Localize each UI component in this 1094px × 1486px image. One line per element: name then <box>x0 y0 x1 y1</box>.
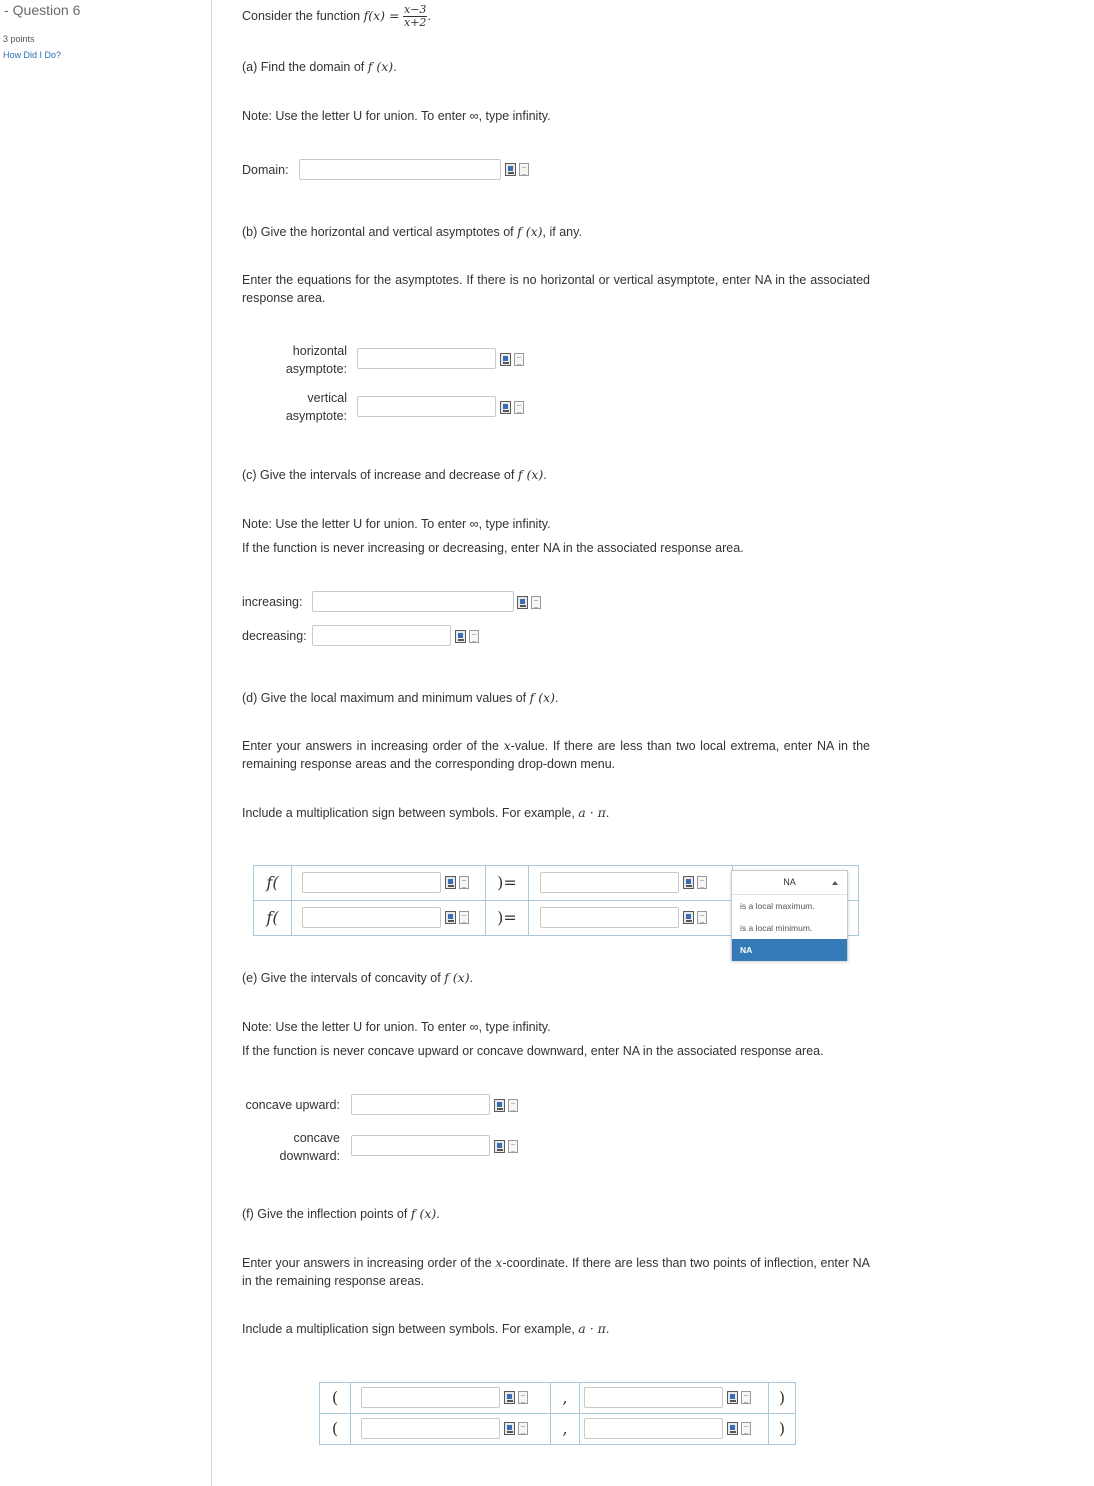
extremum-1-x-input[interactable] <box>302 872 441 893</box>
part-e-heading: (e) Give the intervals of concavity of f (x). <box>242 970 474 985</box>
equation-editor-icons[interactable] <box>683 876 707 890</box>
part-b-heading: (b) Give the horizontal and vertical asymptotes of f (x), if any. <box>242 224 582 239</box>
help-document-icon[interactable] <box>697 876 707 889</box>
dropdown-option-local-maximum[interactable]: is a local maximum. <box>740 901 815 911</box>
open-paren-cell: ( <box>320 1383 351 1414</box>
equation-editor-icon[interactable] <box>500 353 511 366</box>
equation-editor-icon[interactable] <box>445 911 456 924</box>
extremum-type-dropdown[interactable] <box>731 870 848 961</box>
comma-cell: , <box>551 1383 580 1414</box>
x-coordinate-cell <box>351 1414 551 1445</box>
help-document-icon[interactable] <box>508 1140 518 1153</box>
extremum-2-x-input[interactable] <box>302 907 441 928</box>
equation-editor-icon[interactable] <box>727 1422 738 1435</box>
f-open-cell: f( <box>254 866 292 901</box>
help-document-icon[interactable] <box>519 163 529 176</box>
extremum-2-value-input[interactable] <box>540 907 679 928</box>
caret-up-icon <box>832 881 838 885</box>
function-fraction: $\frac{x-3}{x+2}$ <box>404 3 427 29</box>
part-f-multiplication-note: Include a multiplication sign between symbols. For example, a · π. <box>242 1321 610 1336</box>
equation-editor-icons[interactable] <box>445 876 469 890</box>
part-f-heading: (f) Give the inflection points of f (x). <box>242 1206 440 1221</box>
extremum-1-value-input[interactable] <box>540 872 679 893</box>
equation-editor-icon[interactable] <box>683 911 694 924</box>
equation-editor-icons[interactable] <box>445 911 469 925</box>
help-document-icon[interactable] <box>518 1391 528 1404</box>
equation-editor-icons[interactable] <box>494 1140 518 1154</box>
part-f-instructions: Enter your answers in increasing order of the x-coordinate. If there are less than two points of inflection, enter NA in the remaining response areas. <box>242 1255 870 1288</box>
equation-editor-icon[interactable] <box>455 630 466 643</box>
vertical-asymptote-label: vertical asymptote: <box>285 391 347 423</box>
equation-editor-icons[interactable] <box>504 1391 528 1405</box>
how-did-i-do-link[interactable]: How Did I Do? <box>3 50 62 60</box>
equation-editor-icon[interactable] <box>505 163 516 176</box>
concave-upward-label: concave upward: <box>245 1098 340 1112</box>
f-open-cell: f( <box>254 901 292 936</box>
value-cell <box>529 866 733 901</box>
vertical-asymptote-input[interactable] <box>357 396 496 417</box>
x-value-cell <box>292 866 486 901</box>
equation-editor-icon[interactable] <box>494 1140 505 1153</box>
concave-downward-label: concave downward: <box>279 1131 340 1163</box>
table-row <box>320 1414 796 1445</box>
value-cell <box>529 901 733 936</box>
help-document-icon[interactable] <box>518 1422 528 1435</box>
part-c-heading: (c) Give the intervals of increase and decrease of f (x). <box>242 467 547 482</box>
part-d-instructions: Enter your answers in increasing order of the x-value. If there are less than two local extrema, enter NA in the remaining response areas and the corresponding drop-down menu. <box>242 738 871 771</box>
equation-editor-icons[interactable] <box>504 1422 528 1436</box>
help-document-icon[interactable] <box>514 353 524 366</box>
close-paren-cell: ) <box>769 1383 796 1414</box>
concave-downward-input[interactable] <box>351 1135 490 1156</box>
equation-editor-icons[interactable] <box>727 1391 751 1405</box>
help-document-icon[interactable] <box>741 1422 751 1435</box>
equation-editor-icons[interactable] <box>500 401 524 415</box>
table-row <box>320 1383 796 1414</box>
dropdown-option-local-minimum[interactable]: is a local minimum. <box>740 923 813 933</box>
points-label: 3 points <box>3 34 35 44</box>
part-d-multiplication-note: Include a multiplication sign between symbols. For example, a · π. <box>242 805 610 820</box>
horizontal-asymptote-input[interactable] <box>357 348 496 369</box>
intro-statement: Consider the function f(x) = $\frac{x-3}{x+2}$ . <box>242 3 431 29</box>
equation-editor-icon[interactable] <box>500 401 511 414</box>
inflection-1-x-input[interactable] <box>361 1387 500 1408</box>
equation-editor-icons[interactable] <box>727 1422 751 1436</box>
help-document-icon[interactable] <box>697 911 707 924</box>
equation-editor-icons[interactable] <box>517 596 541 610</box>
help-document-icon[interactable] <box>514 401 524 414</box>
part-e-note-1: Note: Use the letter U for union. To enter ∞, type infinity. <box>242 1020 551 1034</box>
inflection-2-x-input[interactable] <box>361 1418 500 1439</box>
part-a-heading: (a) Find the domain of f (x). <box>242 59 397 74</box>
x-coordinate-cell <box>351 1383 551 1414</box>
part-c-note-2: If the function is never increasing or decreasing, enter NA in the associated response area. <box>242 541 744 555</box>
increasing-label: increasing: <box>242 595 303 609</box>
equation-editor-icons[interactable] <box>494 1099 518 1113</box>
domain-input[interactable] <box>299 159 501 180</box>
inflection-2-y-input[interactable] <box>584 1418 723 1439</box>
close-eq-cell: )= <box>486 901 529 936</box>
help-document-icon[interactable] <box>508 1099 518 1112</box>
help-document-icon[interactable] <box>741 1391 751 1404</box>
help-document-icon[interactable] <box>459 876 469 889</box>
equation-editor-icons[interactable] <box>505 163 529 177</box>
dropdown-selected[interactable]: NA <box>732 871 847 895</box>
part-a-note: Note: Use the letter U for union. To enter ∞, type infinity. <box>242 109 551 123</box>
horizontal-asymptote-label: horizontal asymptote: <box>285 344 347 376</box>
equation-editor-icon[interactable] <box>504 1422 515 1435</box>
inflection-points-table <box>319 1382 796 1445</box>
question-title[interactable]: - Question 6 <box>4 2 81 18</box>
inflection-1-y-input[interactable] <box>584 1387 723 1408</box>
help-document-icon[interactable] <box>531 596 541 609</box>
concave-upward-input[interactable] <box>351 1094 490 1115</box>
decreasing-label: decreasing: <box>242 629 307 643</box>
part-e-note-2: If the function is never concave upward or concave downward, enter NA in the associated response area. <box>242 1044 824 1058</box>
comma-cell: , <box>551 1414 580 1445</box>
increasing-input[interactable] <box>312 591 514 612</box>
part-b-instructions: Enter the equations for the asymptotes. If there is no horizontal or vertical asymptote, enter NA in the associated response area. <box>242 273 870 305</box>
equation-editor-icon[interactable] <box>683 876 694 889</box>
dropdown-option-na[interactable]: NA <box>732 939 847 961</box>
part-d-heading: (d) Give the local maximum and minimum values of f (x). <box>242 690 559 705</box>
y-coordinate-cell <box>580 1414 769 1445</box>
equation-editor-icon[interactable] <box>517 596 528 609</box>
part-c-note-1: Note: Use the letter U for union. To enter ∞, type infinity. <box>242 517 551 531</box>
close-eq-cell: )= <box>486 866 529 901</box>
equation-editor-icon[interactable] <box>504 1391 515 1404</box>
close-paren-cell: ) <box>769 1414 796 1445</box>
x-value-cell <box>292 901 486 936</box>
equation-editor-icons[interactable] <box>455 630 479 644</box>
equation-editor-icons[interactable] <box>683 911 707 925</box>
help-document-icon[interactable] <box>469 630 479 643</box>
help-document-icon[interactable] <box>459 911 469 924</box>
equation-editor-icon[interactable] <box>445 876 456 889</box>
collapse-dash-icon[interactable]: - <box>4 2 9 18</box>
y-coordinate-cell <box>580 1383 769 1414</box>
equation-editor-icons[interactable] <box>500 353 524 367</box>
equation-editor-icon[interactable] <box>727 1391 738 1404</box>
domain-label: Domain: <box>242 163 289 177</box>
open-paren-cell: ( <box>320 1414 351 1445</box>
decreasing-input[interactable] <box>312 625 451 646</box>
equation-editor-icon[interactable] <box>494 1099 505 1112</box>
sidebar-divider <box>211 0 212 1486</box>
